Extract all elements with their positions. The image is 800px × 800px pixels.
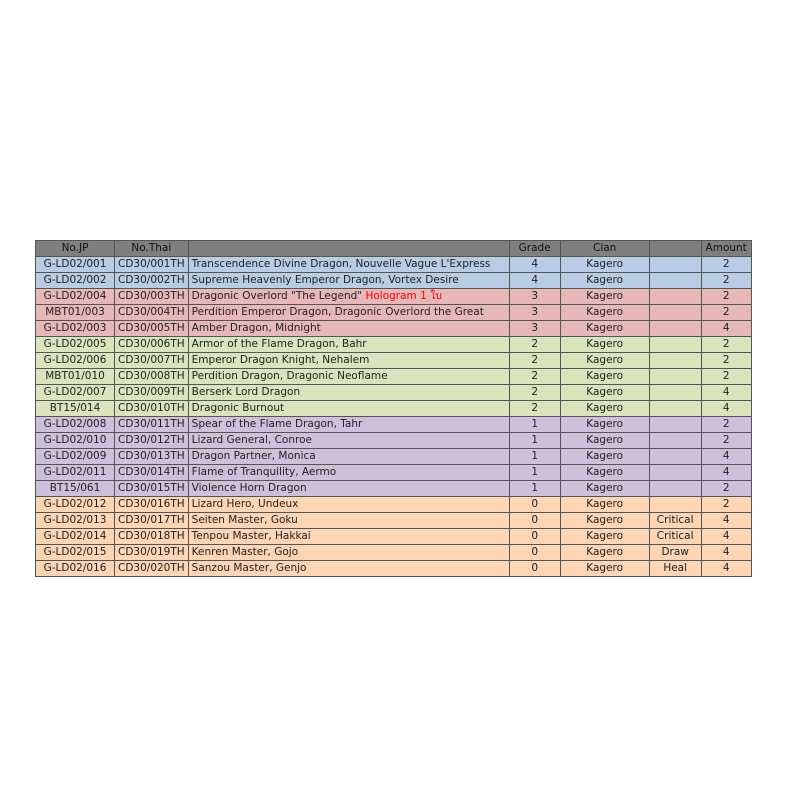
cell-name [188,305,509,321]
cell-amount: 2 [701,369,751,385]
cell-no-thai: CD30/010TH [115,401,189,417]
cell-name [188,273,509,289]
cell-no-thai: CD30/001TH [115,257,189,273]
table-row [36,321,752,337]
cell-trigger [649,321,701,337]
cell-no-thai: CD30/012TH [115,433,189,449]
card-name: Transcendence Divine Dragon, Nouvelle Vague L'Express [191,258,491,270]
cell-no-jp: G-LD02/016 [36,561,115,577]
cell-clan: Kagero [560,337,649,353]
cell-name [188,561,509,577]
cell-grade: 1 [509,481,560,497]
table-row [36,545,752,561]
cell-grade: 1 [509,465,560,481]
cell-no-thai: CD30/009TH [115,385,189,401]
cell-grade: 3 [509,305,560,321]
table-row [36,289,752,305]
table-row [36,561,752,577]
cell-amount: 2 [701,273,751,289]
cell-no-jp: G-LD02/006 [36,353,115,369]
card-name: Berserk Lord Dragon [191,386,301,398]
cell-clan: Kagero [560,465,649,481]
cell-clan: Kagero [560,417,649,433]
cell-no-jp: G-LD02/004 [36,289,115,305]
card-name: Kenren Master, Gojo [191,546,299,558]
cell-name [188,513,509,529]
table-row [36,337,752,353]
cell-grade: 1 [509,449,560,465]
cell-no-thai: CD30/006TH [115,337,189,353]
cell-name [188,545,509,561]
cell-no-jp: G-LD02/008 [36,417,115,433]
table-row [36,273,752,289]
cell-amount: 2 [701,433,751,449]
cell-clan: Kagero [560,513,649,529]
table-row [36,433,752,449]
cell-trigger [649,481,701,497]
cell-name [188,289,509,305]
table-row [36,449,752,465]
cell-grade: 2 [509,337,560,353]
cell-no-thai: CD30/016TH [115,497,189,513]
cell-amount: 4 [701,385,751,401]
cell-clan: Kagero [560,257,649,273]
cell-trigger [649,257,701,273]
cell-no-thai: CD30/008TH [115,369,189,385]
cell-grade: 1 [509,433,560,449]
cell-grade: 2 [509,385,560,401]
cell-no-thai: CD30/018TH [115,529,189,545]
card-name: Supreme Heavenly Emperor Dragon, Vortex Desire [191,274,459,286]
cell-no-jp: G-LD02/013 [36,513,115,529]
cell-grade: 0 [509,513,560,529]
cell-grade: 0 [509,497,560,513]
cell-no-jp: MBT01/003 [36,305,115,321]
table-row [36,257,752,273]
cell-no-jp: G-LD02/007 [36,385,115,401]
cell-no-jp: G-LD02/015 [36,545,115,561]
cell-name [188,449,509,465]
cell-trigger [649,369,701,385]
cell-amount: 2 [701,497,751,513]
cell-trigger [649,401,701,417]
cell-grade: 0 [509,545,560,561]
hologram-note: Hologram 1 ใบ [365,290,442,302]
table-row [36,497,752,513]
table-row [36,465,752,481]
cell-no-jp: G-LD02/014 [36,529,115,545]
cell-trigger [649,305,701,321]
cell-clan: Kagero [560,353,649,369]
cell-name [188,465,509,481]
cell-name [188,529,509,545]
cell-trigger [649,449,701,465]
cell-name [188,369,509,385]
cell-no-jp: G-LD02/009 [36,449,115,465]
cell-amount: 4 [701,561,751,577]
cell-clan: Kagero [560,305,649,321]
cell-clan: Kagero [560,449,649,465]
cell-no-jp: G-LD02/011 [36,465,115,481]
cell-grade: 3 [509,321,560,337]
cell-name [188,497,509,513]
header-grade: Grade [509,241,560,257]
cell-trigger [649,433,701,449]
table-row [36,529,752,545]
card-name: Perdition Emperor Dragon, Dragonic Overlord the Great [191,306,484,318]
cell-clan: Kagero [560,433,649,449]
card-name: Flame of Tranquility, Aermo [191,466,337,478]
cell-no-thai: CD30/014TH [115,465,189,481]
cell-no-thai: CD30/003TH [115,289,189,305]
header-name [188,241,509,257]
cell-no-thai: CD30/007TH [115,353,189,369]
card-name: Dragonic Burnout [191,402,285,414]
cell-trigger [649,289,701,305]
cell-amount: 4 [701,465,751,481]
card-name: Lizard General, Conroe [191,434,312,446]
cell-amount: 2 [701,289,751,305]
cell-amount: 4 [701,401,751,417]
cell-grade: 2 [509,401,560,417]
cell-no-thai: CD30/015TH [115,481,189,497]
card-name: Perdition Dragon, Dragonic Neoflame [191,370,388,382]
cell-no-jp: G-LD02/012 [36,497,115,513]
cell-no-thai: CD30/004TH [115,305,189,321]
card-name: Sanzou Master, Genjo [191,562,307,574]
cell-trigger: Critical [649,529,701,545]
cell-amount: 2 [701,305,751,321]
cell-trigger [649,465,701,481]
cell-amount: 4 [701,545,751,561]
cell-grade: 2 [509,353,560,369]
header-trigger [649,241,701,257]
cell-clan: Kagero [560,289,649,305]
cell-amount: 4 [701,449,751,465]
cell-no-jp: G-LD02/003 [36,321,115,337]
cell-clan: Kagero [560,273,649,289]
cell-name [188,481,509,497]
cell-name [188,401,509,417]
cell-amount: 4 [701,321,751,337]
cell-no-jp: BT15/061 [36,481,115,497]
card-name: Armor of the Flame Dragon, Bahr [191,338,367,350]
cell-no-thai: CD30/019TH [115,545,189,561]
header-no-jp: No.JP [36,241,115,257]
cell-clan: Kagero [560,545,649,561]
table-row [36,305,752,321]
cell-name [188,353,509,369]
cell-clan: Kagero [560,385,649,401]
cell-name [188,337,509,353]
cell-grade: 3 [509,289,560,305]
cell-no-thai: CD30/017TH [115,513,189,529]
cell-no-thai: CD30/011TH [115,417,189,433]
cell-no-jp: G-LD02/005 [36,337,115,353]
cell-no-thai: CD30/013TH [115,449,189,465]
cell-name [188,433,509,449]
cell-trigger [649,353,701,369]
card-rows [36,257,752,577]
header-clan: Clan [560,241,649,257]
cell-no-jp: BT15/014 [36,401,115,417]
cell-no-thai: CD30/020TH [115,561,189,577]
cell-trigger [649,385,701,401]
cell-no-jp: G-LD02/010 [36,433,115,449]
header-amount: Amount [701,241,751,257]
cell-name [188,257,509,273]
cell-clan: Kagero [560,481,649,497]
cell-amount: 2 [701,417,751,433]
header-no-thai: No.Thai [115,241,189,257]
cell-grade: 4 [509,273,560,289]
cell-trigger [649,417,701,433]
cell-clan: Kagero [560,321,649,337]
cell-trigger [649,337,701,353]
table-row [36,513,752,529]
cell-clan: Kagero [560,369,649,385]
cell-trigger [649,273,701,289]
cell-amount: 4 [701,529,751,545]
cell-no-jp: MBT01/010 [36,369,115,385]
card-name: Tenpou Master, Hakkai [191,530,311,542]
cell-amount: 2 [701,481,751,497]
cell-name [188,321,509,337]
cell-name [188,385,509,401]
card-name: Lizard Hero, Undeux [191,498,299,510]
cell-amount: 2 [701,337,751,353]
card-list-table [35,240,752,577]
cell-clan: Kagero [560,401,649,417]
card-name: Dragonic Overlord "The Legend" [191,290,366,302]
cell-name [188,417,509,433]
cell-trigger: Heal [649,561,701,577]
table-row [36,385,752,401]
cell-clan: Kagero [560,497,649,513]
cell-clan: Kagero [560,529,649,545]
cell-trigger: Draw [649,545,701,561]
table-row [36,481,752,497]
cell-amount: 4 [701,513,751,529]
cell-grade: 2 [509,369,560,385]
cell-grade: 4 [509,257,560,273]
cell-grade: 0 [509,529,560,545]
table-row [36,353,752,369]
cell-no-thai: CD30/005TH [115,321,189,337]
cell-amount: 2 [701,353,751,369]
cell-no-jp: G-LD02/001 [36,257,115,273]
header-row [36,241,752,257]
table-row [36,417,752,433]
card-name: Violence Horn Dragon [191,482,307,494]
cell-grade: 0 [509,561,560,577]
cell-no-thai: CD30/002TH [115,273,189,289]
cell-grade: 1 [509,417,560,433]
cell-trigger [649,497,701,513]
card-name: Emperor Dragon Knight, Nehalem [191,354,370,366]
card-name: Seiten Master, Goku [191,514,298,526]
cell-no-jp: G-LD02/002 [36,273,115,289]
table-row [36,369,752,385]
cell-amount: 2 [701,257,751,273]
cell-trigger: Critical [649,513,701,529]
card-name: Amber Dragon, Midnight [191,322,321,334]
card-name: Dragon Partner, Monica [191,450,316,462]
cell-clan: Kagero [560,561,649,577]
table-row [36,401,752,417]
card-name: Spear of the Flame Dragon, Tahr [191,418,363,430]
